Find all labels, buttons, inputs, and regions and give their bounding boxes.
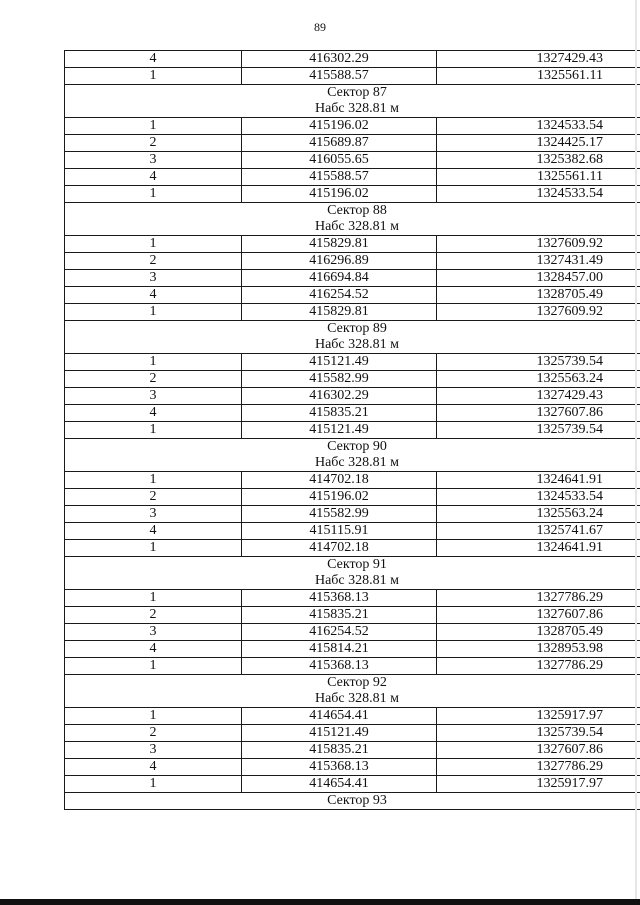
table-row: [65, 624, 640, 641]
table-row: [65, 388, 640, 405]
table-row: [65, 641, 640, 658]
point-number-cell: 1: [65, 304, 242, 321]
x-coordinate-cell: 416302.29: [242, 51, 437, 68]
table-row: [65, 742, 640, 759]
sector-header-cell: [65, 675, 640, 708]
x-coordinate-cell: 414654.41: [242, 708, 437, 725]
table-row: [65, 725, 640, 742]
table-row: [65, 472, 640, 489]
sector-title: Сектор 91: [327, 557, 387, 572]
table-row: [65, 287, 640, 304]
sector-title: Сектор 90: [327, 439, 387, 454]
sector-header-row: [65, 793, 640, 810]
sector-elevation: Набс 328.81 м: [314, 337, 400, 352]
x-coordinate-cell: 416254.52: [242, 287, 437, 304]
y-coordinate-cell: 1324533.54: [437, 118, 640, 135]
x-coordinate-cell: 415835.21: [242, 742, 437, 759]
point-number-cell: 3: [65, 152, 242, 169]
point-number-cell: 2: [65, 135, 242, 152]
table-row: [65, 68, 640, 85]
point-number-cell: 4: [65, 523, 242, 540]
y-coordinate-cell: 1325917.97: [437, 708, 640, 725]
table-row: [65, 253, 640, 270]
point-number-cell: 4: [65, 641, 242, 658]
y-coordinate-cell: 1324641.91: [437, 472, 640, 489]
coordinates-table-body: [65, 51, 640, 810]
x-coordinate-cell: 416254.52: [242, 624, 437, 641]
point-number-cell: 1: [65, 236, 242, 253]
y-coordinate-cell: 1325739.54: [437, 422, 640, 439]
x-coordinate-cell: 416302.29: [242, 388, 437, 405]
sector-elevation: Набс 328.81 м: [314, 691, 400, 706]
page-number: 89: [314, 20, 326, 34]
point-number-cell: 3: [65, 506, 242, 523]
y-coordinate-cell: 1328705.49: [437, 287, 640, 304]
y-coordinate-cell: 1327429.43: [437, 51, 640, 68]
y-coordinate-cell: 1325382.68: [437, 152, 640, 169]
x-coordinate-cell: 415196.02: [242, 489, 437, 506]
table-row: [65, 152, 640, 169]
table-row: [65, 270, 640, 287]
sector-elevation: Набс 328.81 м: [314, 219, 400, 234]
y-coordinate-cell: 1327609.92: [437, 236, 640, 253]
y-coordinate-cell: 1325563.24: [437, 371, 640, 388]
table-row: [65, 405, 640, 422]
table-row: [65, 506, 640, 523]
x-coordinate-cell: 415689.87: [242, 135, 437, 152]
y-coordinate-cell: 1328705.49: [437, 624, 640, 641]
scan-edge-shadow: [635, 0, 637, 905]
table-row: [65, 169, 640, 186]
y-coordinate-cell: 1327786.29: [437, 590, 640, 607]
table-row: [65, 422, 640, 439]
table-row: [65, 371, 640, 388]
sector-header-row: [65, 439, 640, 472]
y-coordinate-cell: 1327609.92: [437, 304, 640, 321]
y-coordinate-cell: 1325561.11: [437, 68, 640, 85]
point-number-cell: 3: [65, 742, 242, 759]
table-row: [65, 776, 640, 793]
table-row: [65, 708, 640, 725]
point-number-cell: 2: [65, 489, 242, 506]
y-coordinate-cell: 1327607.86: [437, 405, 640, 422]
x-coordinate-cell: 415814.21: [242, 641, 437, 658]
point-number-cell: 1: [65, 68, 242, 85]
x-coordinate-cell: 415121.49: [242, 422, 437, 439]
x-coordinate-cell: 414702.18: [242, 540, 437, 557]
sector-header-cell: [65, 439, 640, 472]
coordinates-table-wrapper: [64, 50, 602, 810]
y-coordinate-cell: 1324533.54: [437, 489, 640, 506]
sector-header-row: [65, 203, 640, 236]
sector-elevation: Набс 328.81 м: [314, 455, 400, 470]
point-number-cell: 3: [65, 388, 242, 405]
table-row: [65, 236, 640, 253]
x-coordinate-cell: 415588.57: [242, 68, 437, 85]
coordinates-table: [64, 50, 640, 810]
sector-header-cell: [65, 793, 640, 810]
sector-title: Сектор 88: [327, 203, 387, 218]
point-number-cell: 1: [65, 590, 242, 607]
point-number-cell: 1: [65, 472, 242, 489]
y-coordinate-cell: 1327429.43: [437, 388, 640, 405]
x-coordinate-cell: 415588.57: [242, 169, 437, 186]
x-coordinate-cell: 415835.21: [242, 405, 437, 422]
x-coordinate-cell: 415582.99: [242, 371, 437, 388]
x-coordinate-cell: 415835.21: [242, 607, 437, 624]
sector-header-cell: [65, 557, 640, 590]
table-row: [65, 51, 640, 68]
y-coordinate-cell: 1328953.98: [437, 641, 640, 658]
sector-title: Сектор 93: [327, 793, 387, 808]
x-coordinate-cell: 416296.89: [242, 253, 437, 270]
x-coordinate-cell: 416694.84: [242, 270, 437, 287]
table-row: [65, 354, 640, 371]
table-row: [65, 607, 640, 624]
point-number-cell: 4: [65, 759, 242, 776]
sector-title: Сектор 92: [327, 675, 387, 690]
table-row: [65, 135, 640, 152]
point-number-cell: 2: [65, 607, 242, 624]
y-coordinate-cell: 1325561.11: [437, 169, 640, 186]
y-coordinate-cell: 1325917.97: [437, 776, 640, 793]
point-number-cell: 4: [65, 405, 242, 422]
table-row: [65, 590, 640, 607]
point-number-cell: 4: [65, 51, 242, 68]
sector-elevation: Набс 328.81 м: [314, 573, 400, 588]
point-number-cell: 1: [65, 422, 242, 439]
point-number-cell: 2: [65, 253, 242, 270]
point-number-cell: 3: [65, 270, 242, 287]
table-row: [65, 523, 640, 540]
y-coordinate-cell: 1325741.67: [437, 523, 640, 540]
table-row: [65, 118, 640, 135]
y-coordinate-cell: 1324641.91: [437, 540, 640, 557]
point-number-cell: 1: [65, 540, 242, 557]
point-number-cell: 4: [65, 169, 242, 186]
y-coordinate-cell: 1324425.17: [437, 135, 640, 152]
sector-title: Сектор 87: [327, 85, 387, 100]
x-coordinate-cell: 414702.18: [242, 472, 437, 489]
point-number-cell: 1: [65, 186, 242, 203]
y-coordinate-cell: 1327607.86: [437, 607, 640, 624]
y-coordinate-cell: 1325739.54: [437, 354, 640, 371]
y-coordinate-cell: 1325739.54: [437, 725, 640, 742]
point-number-cell: 1: [65, 708, 242, 725]
x-coordinate-cell: 415368.13: [242, 590, 437, 607]
point-number-cell: 1: [65, 118, 242, 135]
point-number-cell: 4: [65, 287, 242, 304]
x-coordinate-cell: 415368.13: [242, 759, 437, 776]
y-coordinate-cell: 1327786.29: [437, 658, 640, 675]
sector-header-row: [65, 321, 640, 354]
y-coordinate-cell: 1327431.49: [437, 253, 640, 270]
y-coordinate-cell: 1325563.24: [437, 506, 640, 523]
y-coordinate-cell: 1327607.86: [437, 742, 640, 759]
scan-bottom-edge: [0, 899, 640, 905]
sector-header-row: [65, 675, 640, 708]
x-coordinate-cell: 416055.65: [242, 152, 437, 169]
point-number-cell: 2: [65, 371, 242, 388]
x-coordinate-cell: 415196.02: [242, 186, 437, 203]
x-coordinate-cell: 415829.81: [242, 304, 437, 321]
table-row: [65, 540, 640, 557]
point-number-cell: 2: [65, 725, 242, 742]
x-coordinate-cell: 415115.91: [242, 523, 437, 540]
table-row: [65, 489, 640, 506]
y-coordinate-cell: 1327786.29: [437, 759, 640, 776]
table-row: [65, 658, 640, 675]
x-coordinate-cell: 414654.41: [242, 776, 437, 793]
point-number-cell: 1: [65, 354, 242, 371]
sector-header-cell: [65, 321, 640, 354]
sector-header-cell: [65, 203, 640, 236]
table-row: [65, 186, 640, 203]
x-coordinate-cell: 415582.99: [242, 506, 437, 523]
table-row: [65, 759, 640, 776]
x-coordinate-cell: 415196.02: [242, 118, 437, 135]
point-number-cell: 1: [65, 776, 242, 793]
sector-header-row: [65, 85, 640, 118]
x-coordinate-cell: 415121.49: [242, 725, 437, 742]
point-number-cell: 3: [65, 624, 242, 641]
sector-header-cell: [65, 85, 640, 118]
x-coordinate-cell: 415121.49: [242, 354, 437, 371]
table-row: [65, 304, 640, 321]
sector-header-row: [65, 557, 640, 590]
point-number-cell: 1: [65, 658, 242, 675]
y-coordinate-cell: 1328457.00: [437, 270, 640, 287]
y-coordinate-cell: 1324533.54: [437, 186, 640, 203]
x-coordinate-cell: 415368.13: [242, 658, 437, 675]
x-coordinate-cell: 415829.81: [242, 236, 437, 253]
sector-title: Сектор 89: [327, 321, 387, 336]
sector-elevation: Набс 328.81 м: [314, 101, 400, 116]
